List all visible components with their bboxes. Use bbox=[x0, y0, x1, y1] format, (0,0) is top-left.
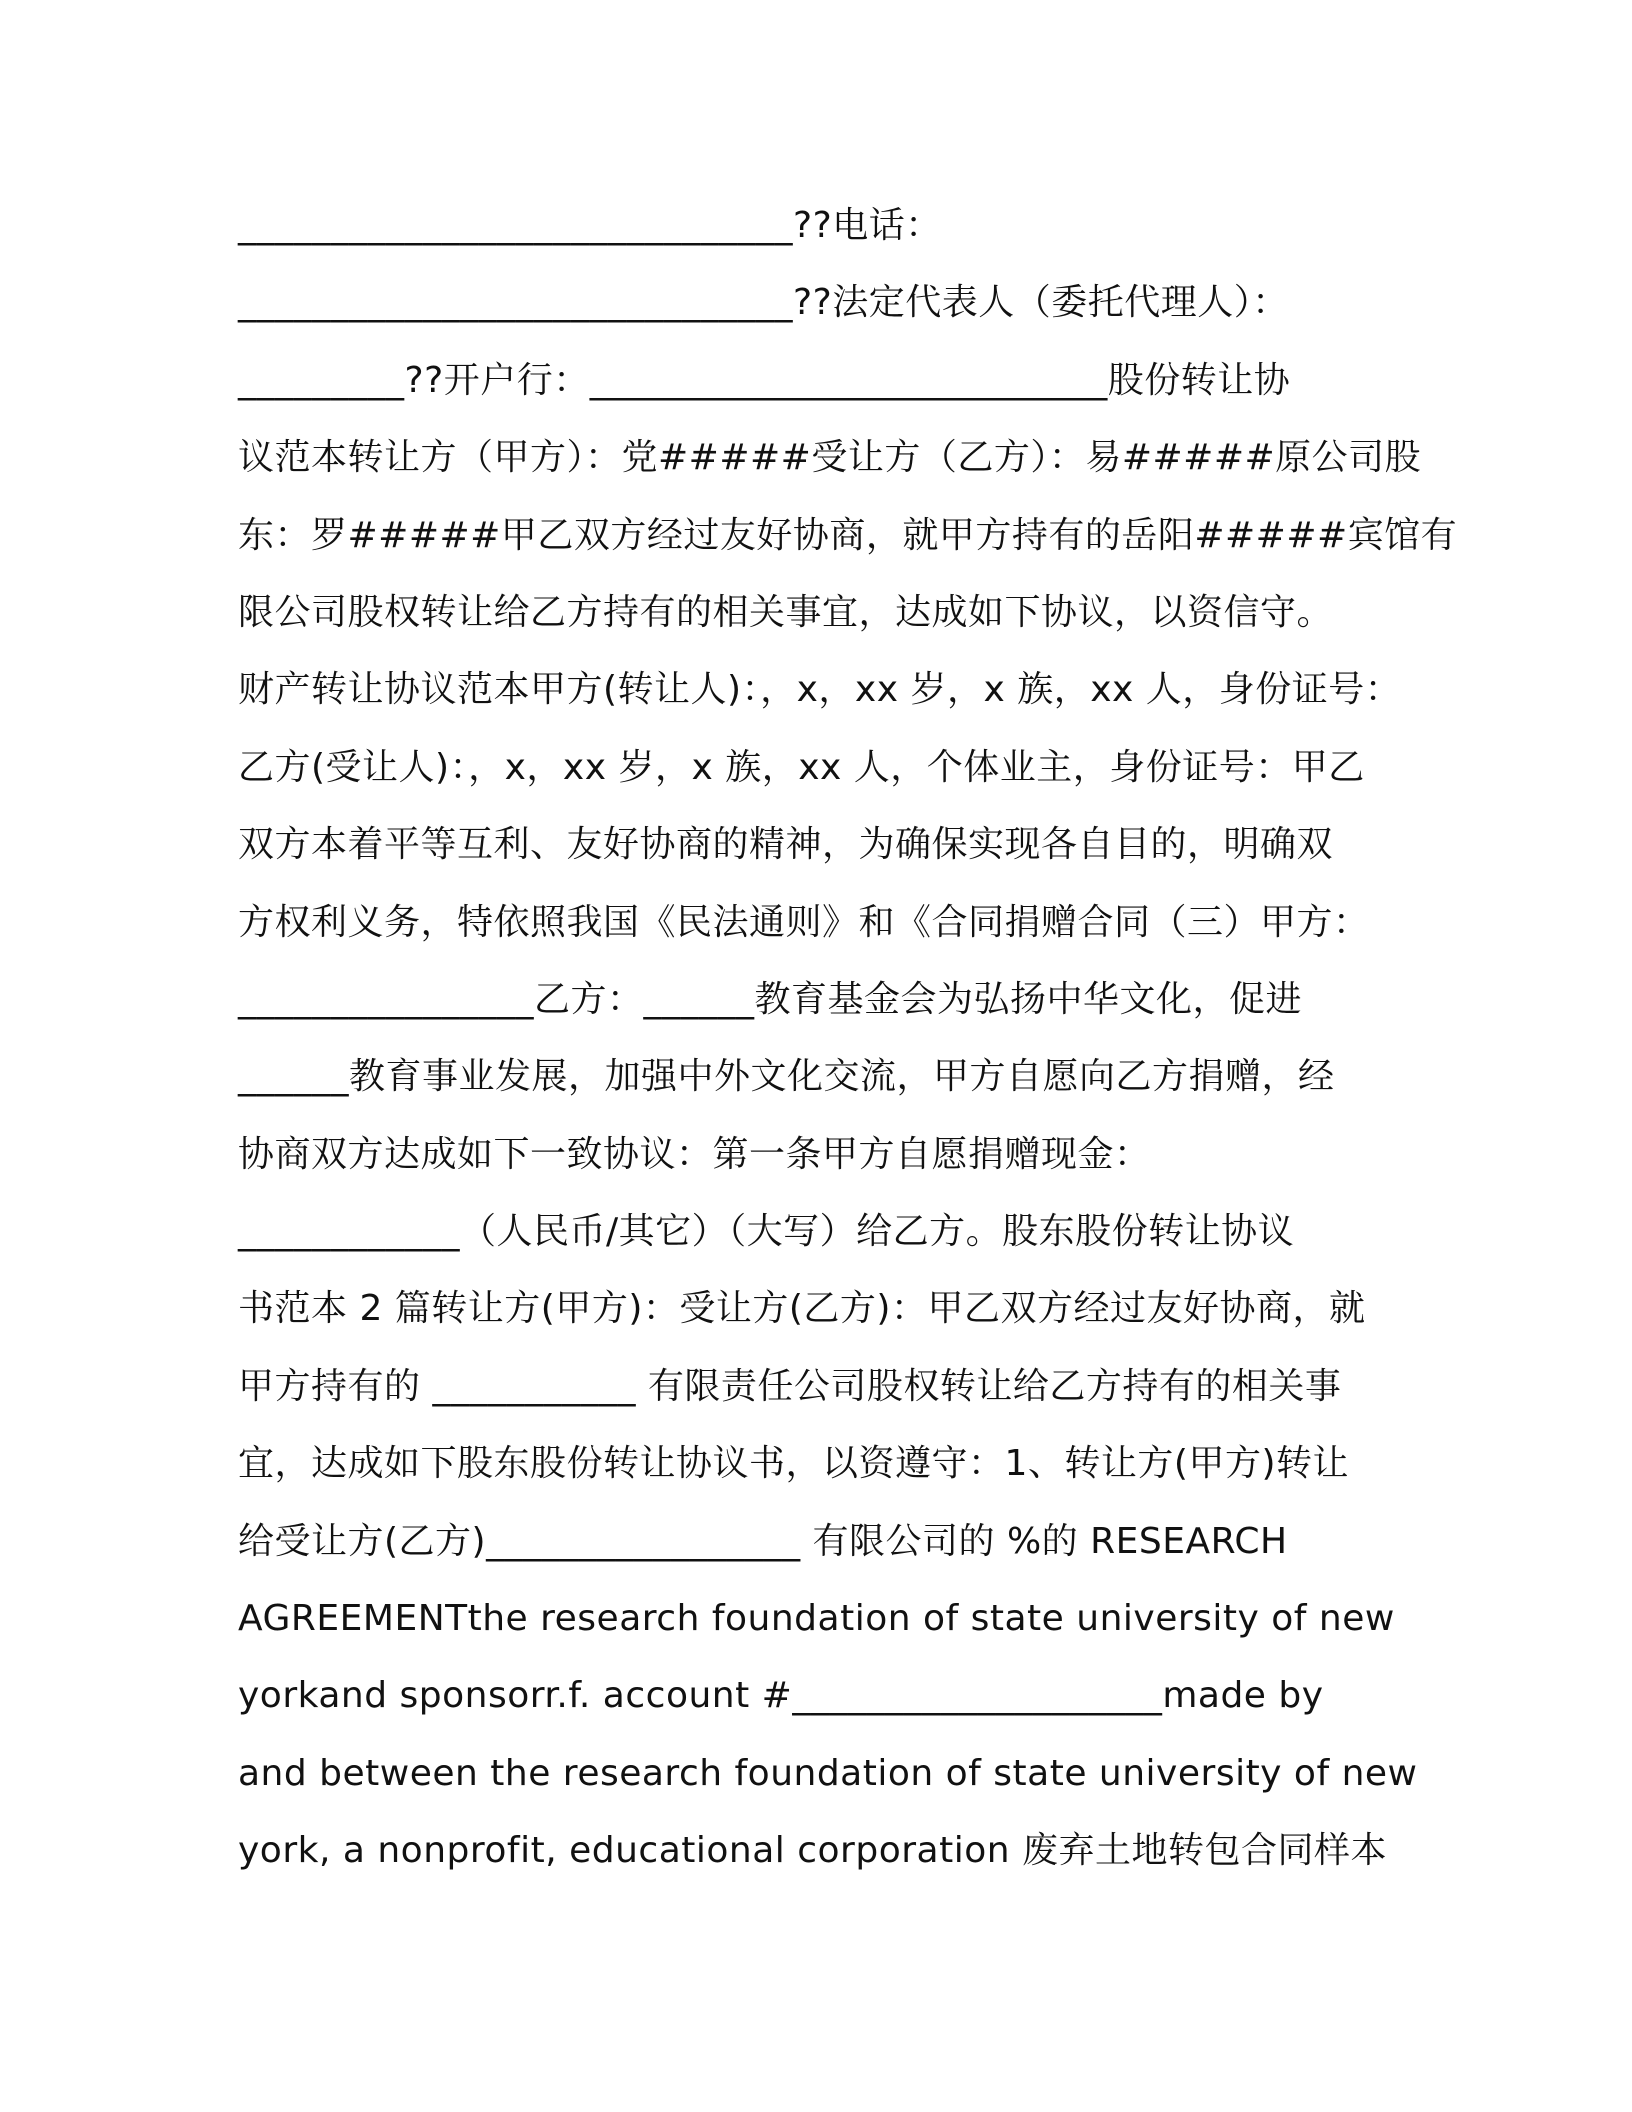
text-line: ________________乙方：______教育基金会为弘扬中华文化，促进 bbox=[238, 978, 1303, 1020]
text-line: 财产转让协议范本甲方(转让人)：，x，xx 岁，x 族，xx 人，身份证号： bbox=[238, 669, 1402, 711]
text-line: ______教育事业发展，加强中外文化交流，甲方自愿向乙方捐赠，经 bbox=[238, 1056, 1335, 1098]
text-line: york, a nonprofit, educational corporation 废弃土地转包合同样本 bbox=[238, 1830, 1387, 1872]
text-line: 给受让方(乙方)_________________ 有限公司的 %的 RESEARCH bbox=[238, 1520, 1288, 1562]
text-line: AGREEMENTthe research foundation of state university of new bbox=[238, 1598, 1395, 1640]
text-line: 限公司股权转让给乙方持有的相关事宜，达成如下协议，以资信守。 bbox=[238, 591, 1334, 633]
text-line: 书范本 2 篇转让方(甲方)：受让方(乙方)：甲乙双方经过友好协商，就 bbox=[238, 1288, 1366, 1330]
text-line: 协商双方达成如下一致协议：第一条甲方自愿捐赠现金： bbox=[238, 1133, 1151, 1175]
text-line: ______________________________??法定代表人（委托代理人）： bbox=[238, 282, 1289, 324]
text-line: 东：罗#####甲乙双方经过友好协商，就甲方持有的岳阳#####宾馆有 bbox=[238, 514, 1458, 556]
text-line: 双方本着平等互利、友好协商的精神，为确保实现各自目的，明确双 bbox=[238, 824, 1334, 866]
document-body bbox=[238, 196, 1458, 1899]
text-line: 宜，达成如下股东股份转让协议书，以资遵守：1、转让方(甲方)转让 bbox=[238, 1443, 1349, 1485]
text-line: ____________（人民币/其它）（大写）给乙方。股东股份转让协议 bbox=[238, 1211, 1295, 1253]
text-line: 方权利义务，特依照我国《民法通则》和《合同捐赠合同（三）甲方： bbox=[238, 901, 1370, 943]
text-line: _________??开户行：____________________________股份转让协 bbox=[238, 359, 1291, 401]
text-line: 乙方(受让人)：，x，xx 岁，x 族，xx 人，个体业主，身份证号：甲乙 bbox=[238, 746, 1365, 788]
text-line: ______________________________??电话： bbox=[238, 205, 942, 246]
text-line: 议范本转让方（甲方）：党#####受让方（乙方）：易#####原公司股 bbox=[238, 437, 1422, 479]
text-line: yorkand sponsorr.f. account #____________________made by bbox=[238, 1675, 1324, 1717]
text-line: 甲方持有的 ___________ 有限责任公司股权转让给乙方持有的相关事 bbox=[238, 1365, 1342, 1407]
text-line: and between the research foundation of state university of new bbox=[238, 1752, 1418, 1794]
